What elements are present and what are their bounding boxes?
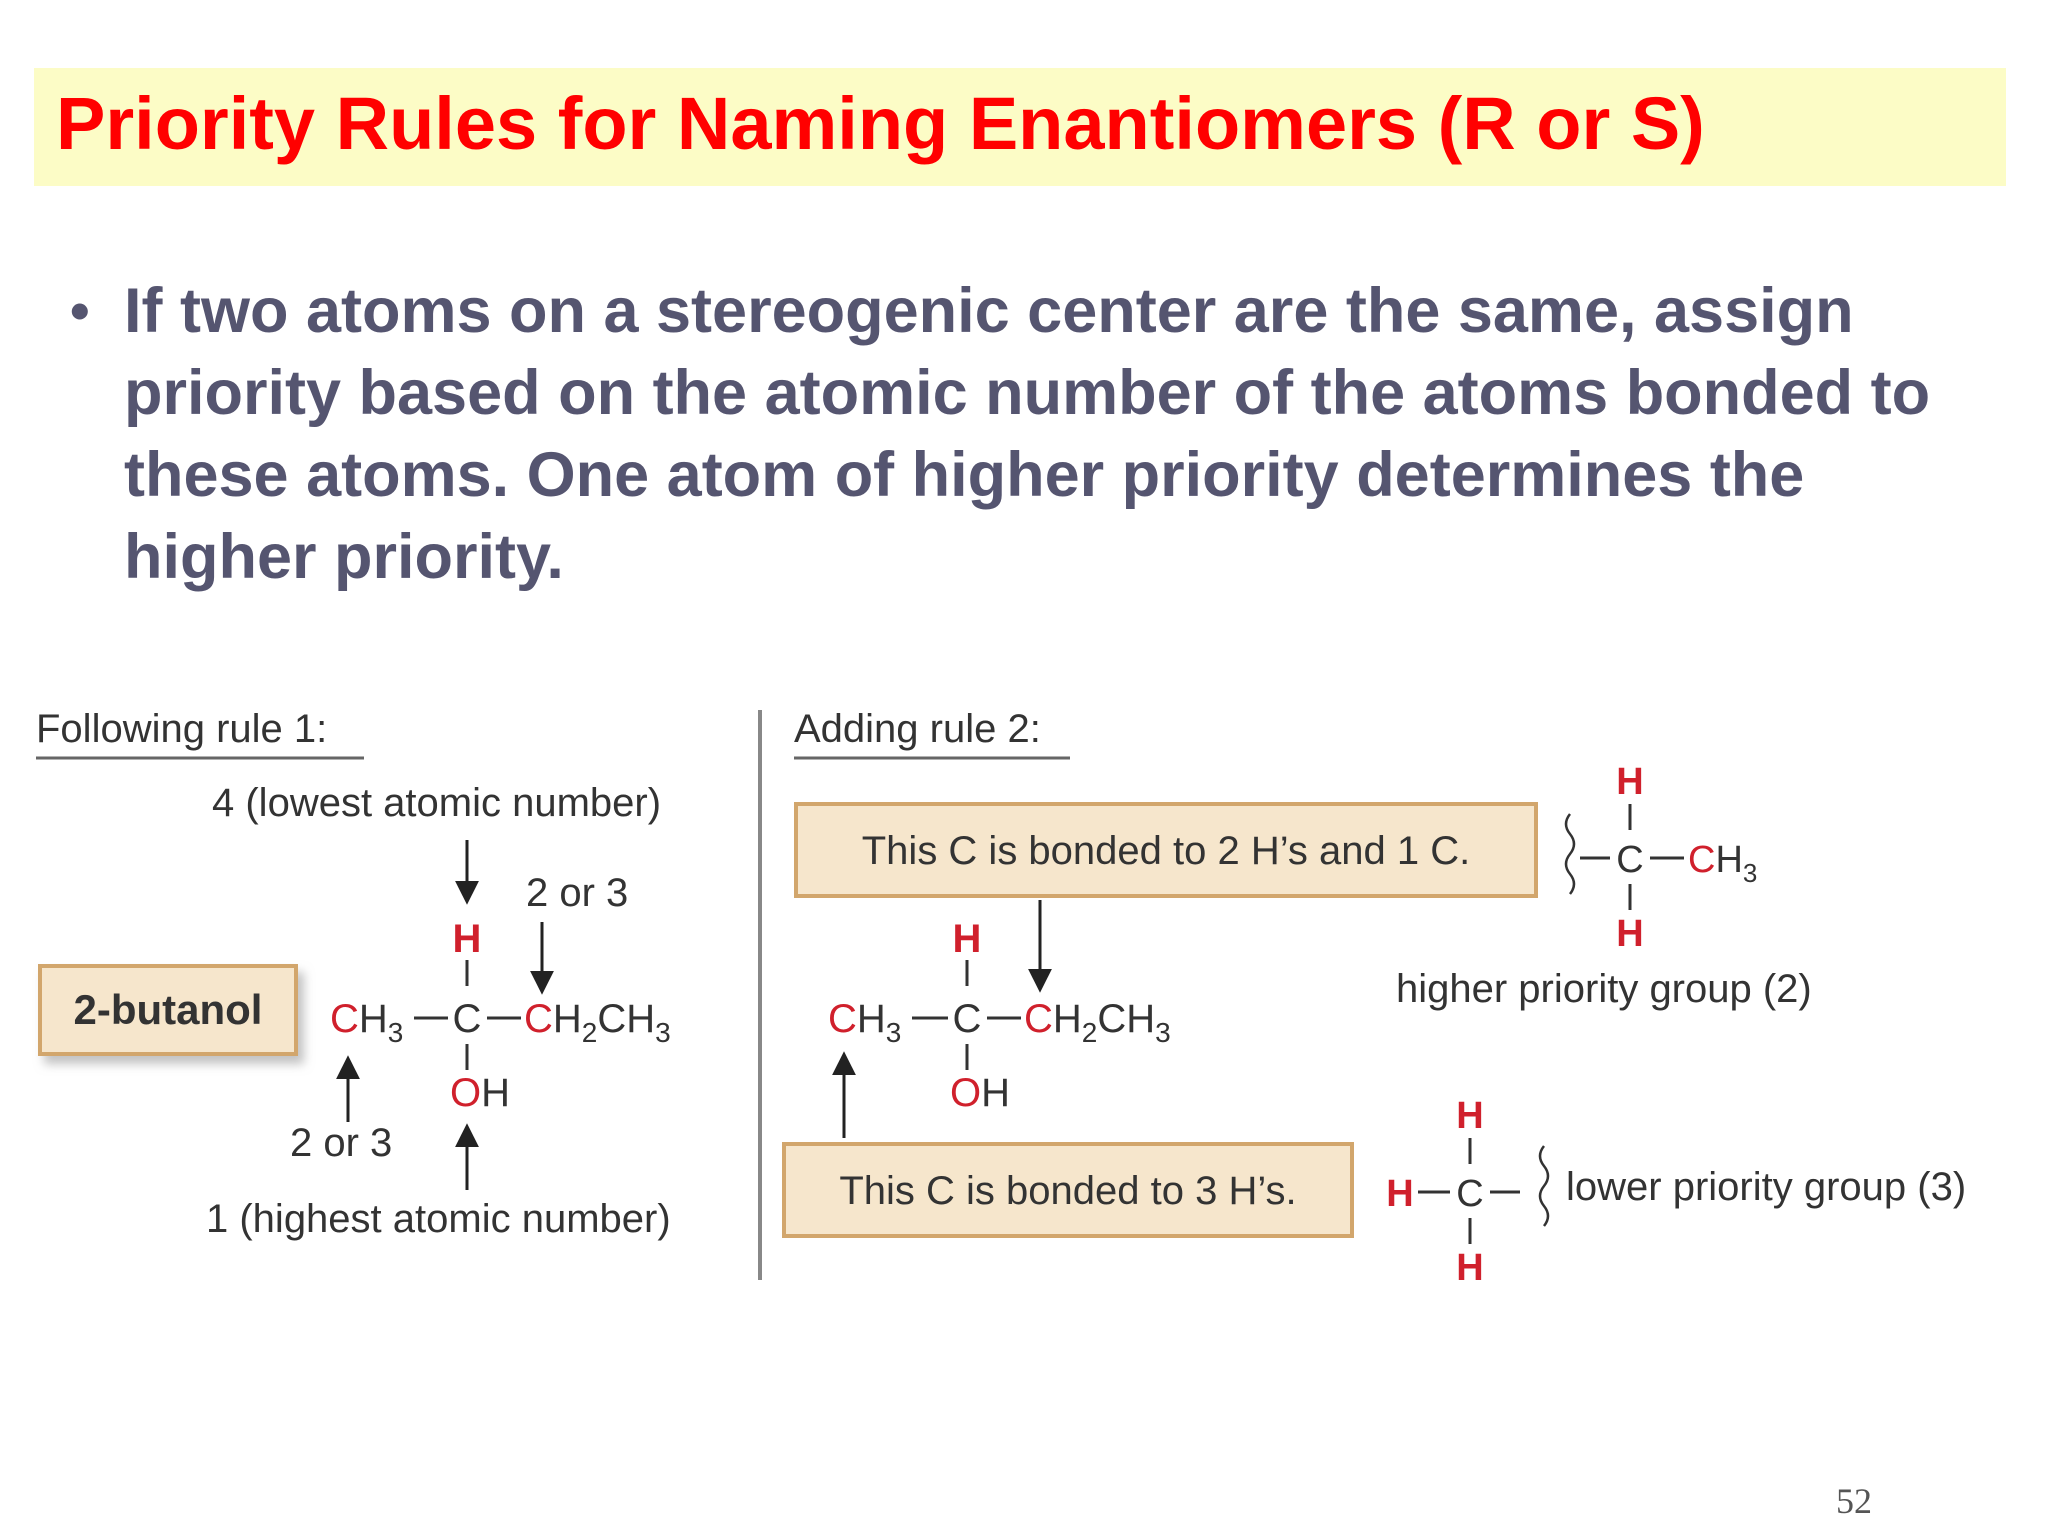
left-ethyl-group: $CH_2CH_3$ bbox=[524, 997, 671, 1048]
frag-low-bottom-h: H bbox=[1456, 1247, 1484, 1289]
left-heading: Following rule 1: bbox=[36, 707, 328, 751]
page-number: 52 bbox=[1836, 1481, 1872, 1521]
frag-high-bottom-h: H bbox=[1616, 913, 1644, 955]
left-central-carbon: C bbox=[452, 997, 482, 1041]
bullet-marker: • bbox=[70, 279, 90, 342]
slide-title: Priority Rules for Naming Enantiomers (R or S) bbox=[56, 82, 1705, 165]
right-methyl-group: $CH_3$ bbox=[828, 997, 902, 1048]
right-hydroxyl-group: OH bbox=[950, 1071, 1011, 1115]
frag-low-carbon: C bbox=[1456, 1173, 1484, 1215]
box-top-text: This C is bonded to 2 H’s and 1 C. bbox=[861, 829, 1471, 873]
higher-priority-label: higher priority group (2) bbox=[1396, 967, 1812, 1011]
right-ethyl-group: $CH_2CH_3$ bbox=[1024, 997, 1171, 1048]
right-heading: Adding rule 2: bbox=[794, 707, 1041, 751]
box-bottom-text: This C is bonded to 3 H’s. bbox=[839, 1169, 1297, 1213]
frag-high-wavy-bond bbox=[1566, 814, 1574, 894]
frag-low-wavy-bond bbox=[1540, 1146, 1548, 1226]
frag-high-carbon: C bbox=[1616, 839, 1644, 881]
right-top-hydrogen: H bbox=[952, 917, 982, 961]
label-lowest-atomic-number: 4 (lowest atomic number) bbox=[212, 781, 662, 825]
label-ethyl-2or3: 2 or 3 bbox=[526, 871, 629, 915]
left-methyl-group: $CH_3$ bbox=[330, 997, 404, 1048]
left-top-hydrogen: H bbox=[452, 917, 482, 961]
right-central-carbon: C bbox=[952, 997, 982, 1041]
label-highest-atomic-number: 1 (highest atomic number) bbox=[206, 1197, 671, 1241]
lower-priority-label: lower priority group (3) bbox=[1566, 1165, 1967, 1209]
label-methyl-2or3: 2 or 3 bbox=[290, 1121, 393, 1165]
frag-high-methyl: $CH_3$ bbox=[1688, 839, 1758, 888]
frag-low-top-h: H bbox=[1456, 1095, 1484, 1137]
bullet-text: If two atoms on a stereogenic center are the same, assign priority based on the atomic number of the atoms bonded to these atoms. One atom of higher priority determines the higher priority. bbox=[124, 276, 1931, 592]
compound-label: 2-butanol bbox=[73, 986, 263, 1033]
left-hydroxyl-group: OH bbox=[450, 1071, 511, 1115]
frag-low-left-h: H bbox=[1386, 1173, 1414, 1215]
frag-high-top-h: H bbox=[1616, 761, 1644, 803]
